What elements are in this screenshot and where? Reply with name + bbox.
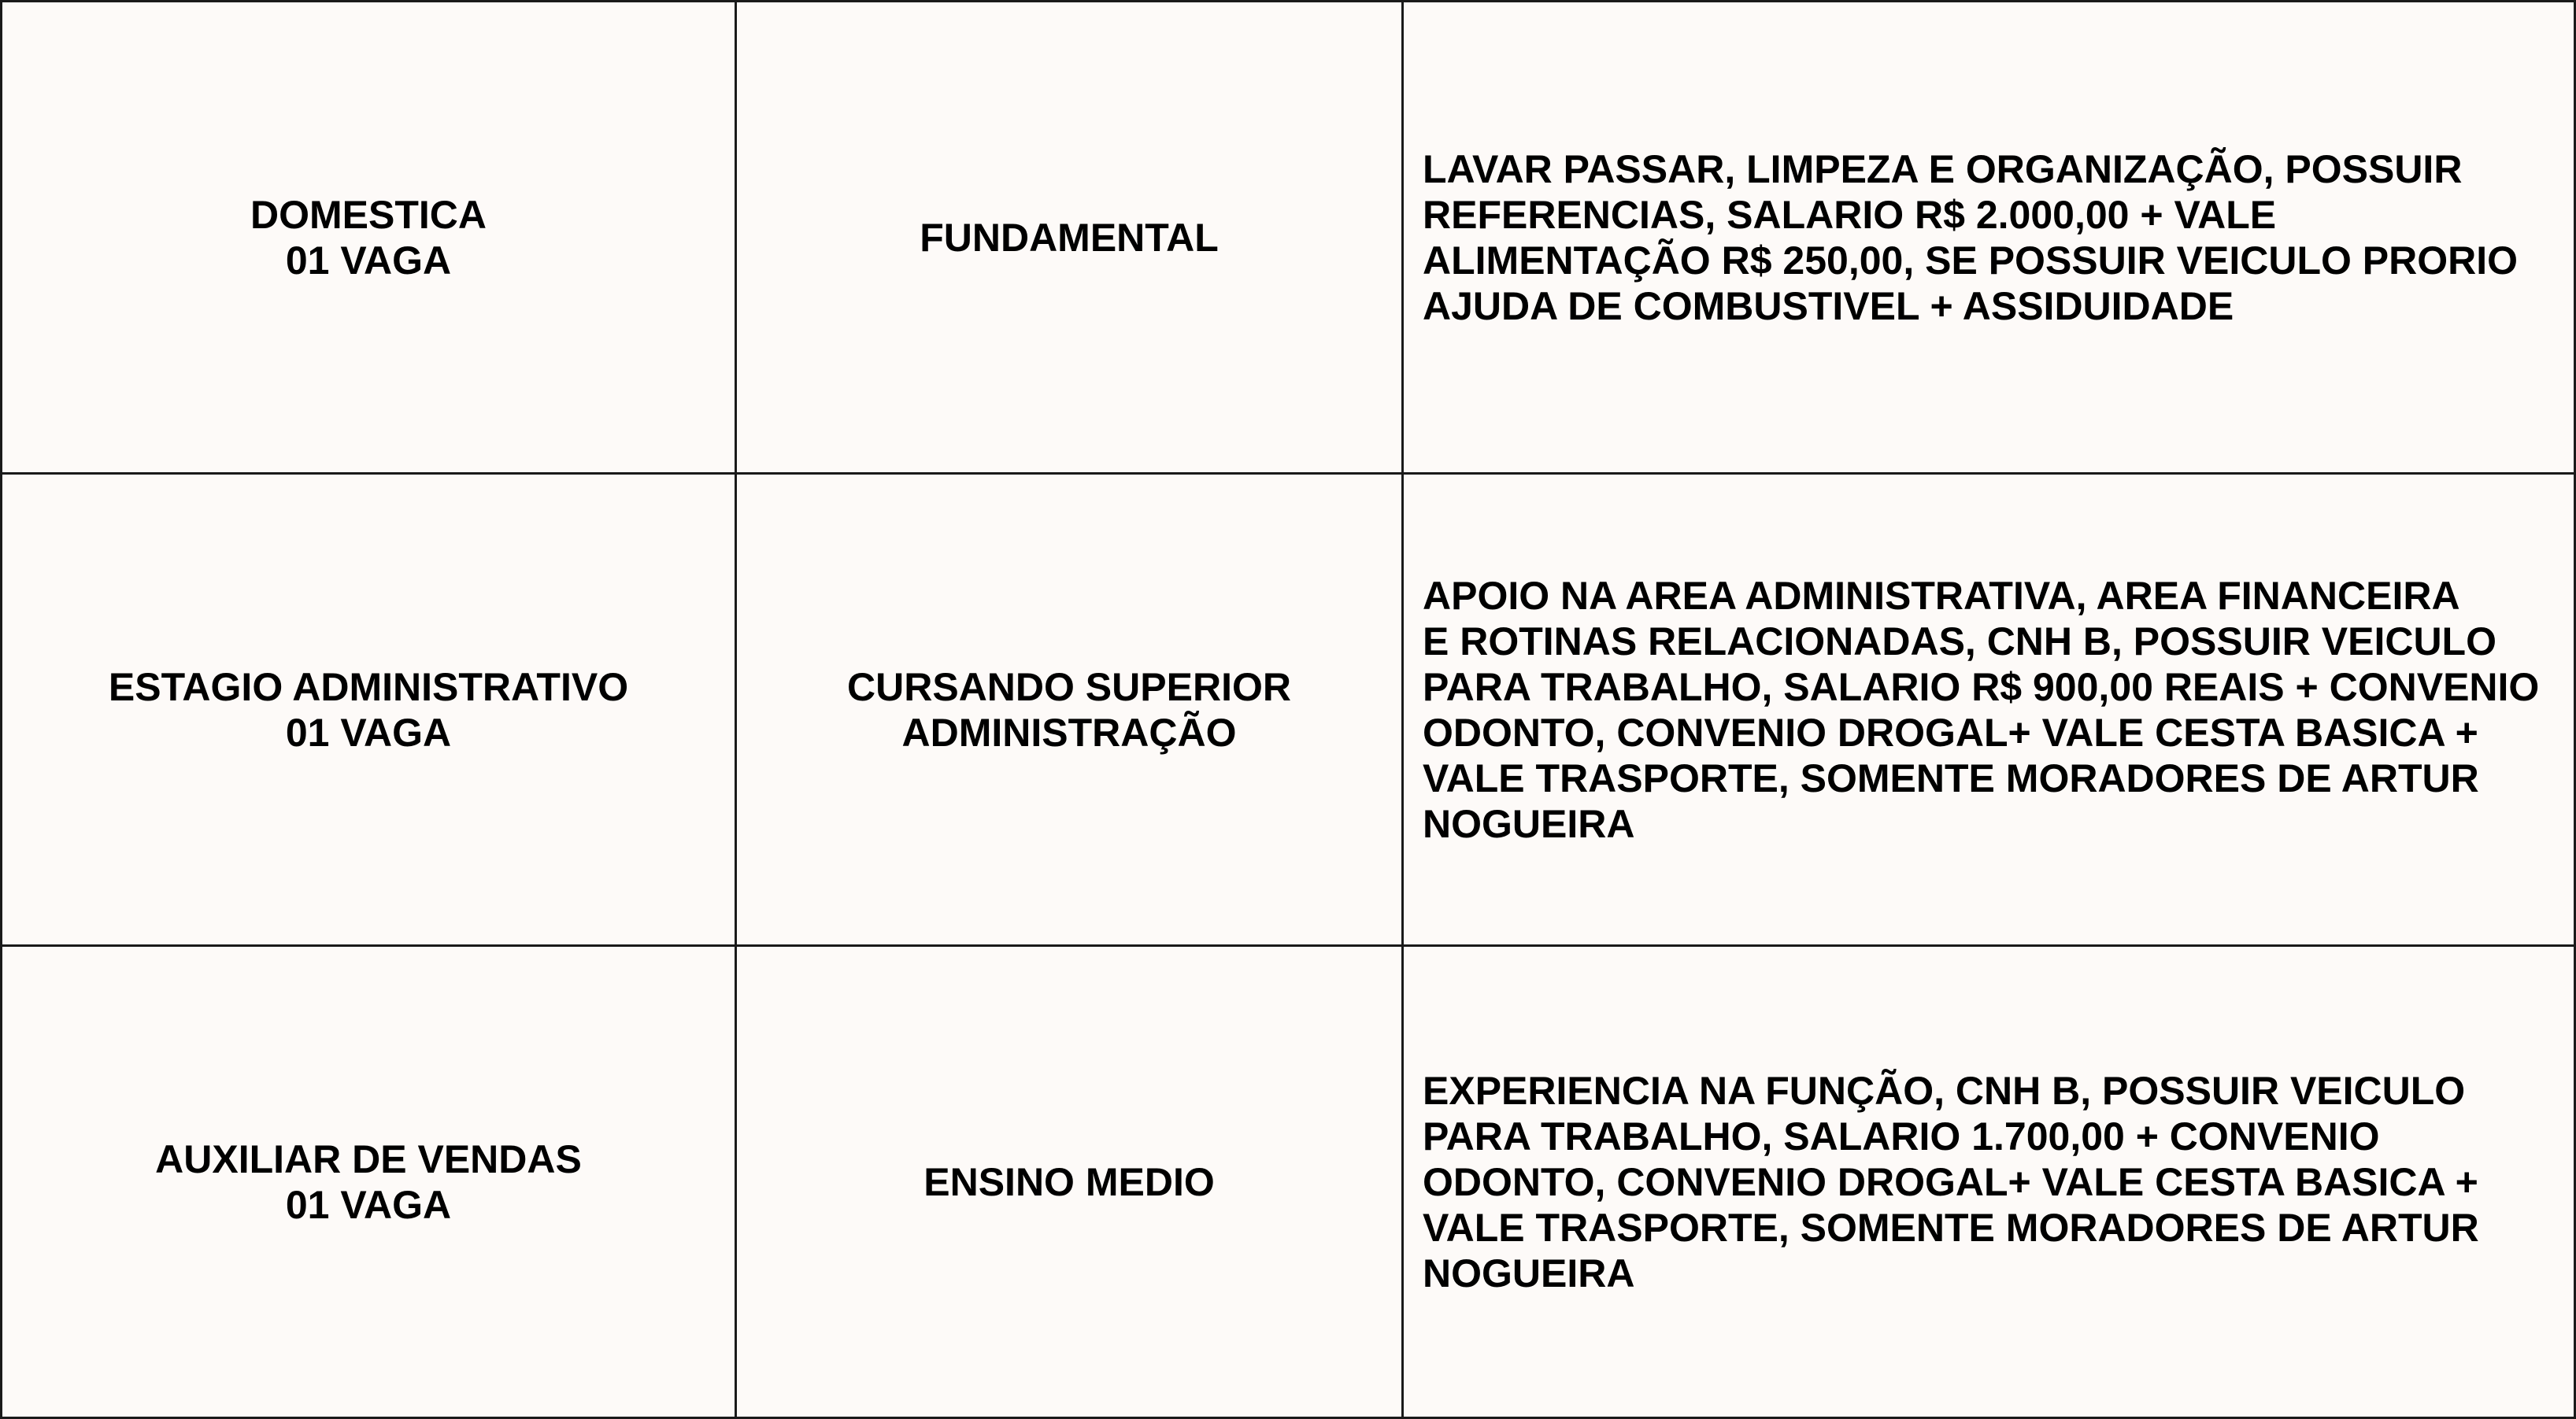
table-row: [2, 474, 2575, 946]
description-line: PARA TRABALHO, SALARIO 1.700,00 + CONVENIO: [1423, 1114, 2380, 1158]
education-line: CURSANDO SUPERIOR: [847, 664, 1291, 709]
job-role-cell: [2, 2, 736, 474]
description-cell: [1403, 2, 2575, 474]
description-line: APOIO NA AREA ADMINISTRATIVA, AREA FINANCEIRA: [1423, 573, 2460, 618]
description-line: ODONTO, CONVENIO DROGAL+ VALE CESTA BASICA +: [1423, 1159, 2478, 1204]
description-line: NOGUEIRA: [1423, 1251, 1635, 1295]
description-line: ALIMENTAÇÃO R$ 250,00, SE POSSUIR VEICULO PRORIO: [1423, 238, 2519, 283]
vacancy-count: 01 VAGA: [285, 710, 452, 755]
description-line: AJUDA DE COMBUSTIVEL + ASSIDUIDADE: [1423, 283, 2234, 328]
job-role-cell: [2, 946, 736, 1418]
description-cell: [1403, 946, 2575, 1418]
description-line: EXPERIENCIA NA FUNÇÃO, CNH B, POSSUIR VEICULO: [1423, 1068, 2466, 1113]
education-cell: [736, 2, 1403, 474]
table-row: [2, 2, 2575, 474]
description-line: VALE TRASPORTE, SOMENTE MORADORES DE ARTUR: [1423, 1205, 2479, 1250]
description-cell: [1403, 474, 2575, 946]
education-line: FUNDAMENTAL: [920, 215, 1219, 260]
education-line: ENSINO MEDIO: [923, 1159, 1215, 1204]
education-cell: [736, 474, 1403, 946]
job-title: AUXILIAR DE VENDAS: [155, 1136, 582, 1181]
job-title: DOMESTICA: [250, 192, 487, 237]
vacancy-count: 01 VAGA: [285, 1182, 452, 1227]
education-line: ADMINISTRAÇÃO: [901, 710, 1237, 755]
education-cell: [736, 946, 1403, 1418]
description-line: LAVAR PASSAR, LIMPEZA E ORGANIZAÇÃO, POSSUIR: [1423, 146, 2463, 191]
description-line: ODONTO, CONVENIO DROGAL+ VALE CESTA BASICA +: [1423, 710, 2478, 755]
vacancy-count: 01 VAGA: [285, 238, 452, 283]
table-row: [2, 946, 2575, 1418]
description-line: VALE TRASPORTE, SOMENTE MORADORES DE ARTUR: [1423, 756, 2479, 800]
description-line: NOGUEIRA: [1423, 801, 1635, 846]
description-line: PARA TRABALHO, SALARIO R$ 900,00 REAIS + CONVENIO: [1423, 664, 2540, 709]
job-title: ESTAGIO ADMINISTRATIVO: [108, 664, 629, 709]
description-line: REFERENCIAS, SALARIO R$ 2.000,00 + VALE: [1423, 192, 2277, 237]
job-role-cell: [2, 474, 736, 946]
description-line: E ROTINAS RELACIONADAS, CNH B, POSSUIR VEICULO: [1423, 619, 2496, 663]
